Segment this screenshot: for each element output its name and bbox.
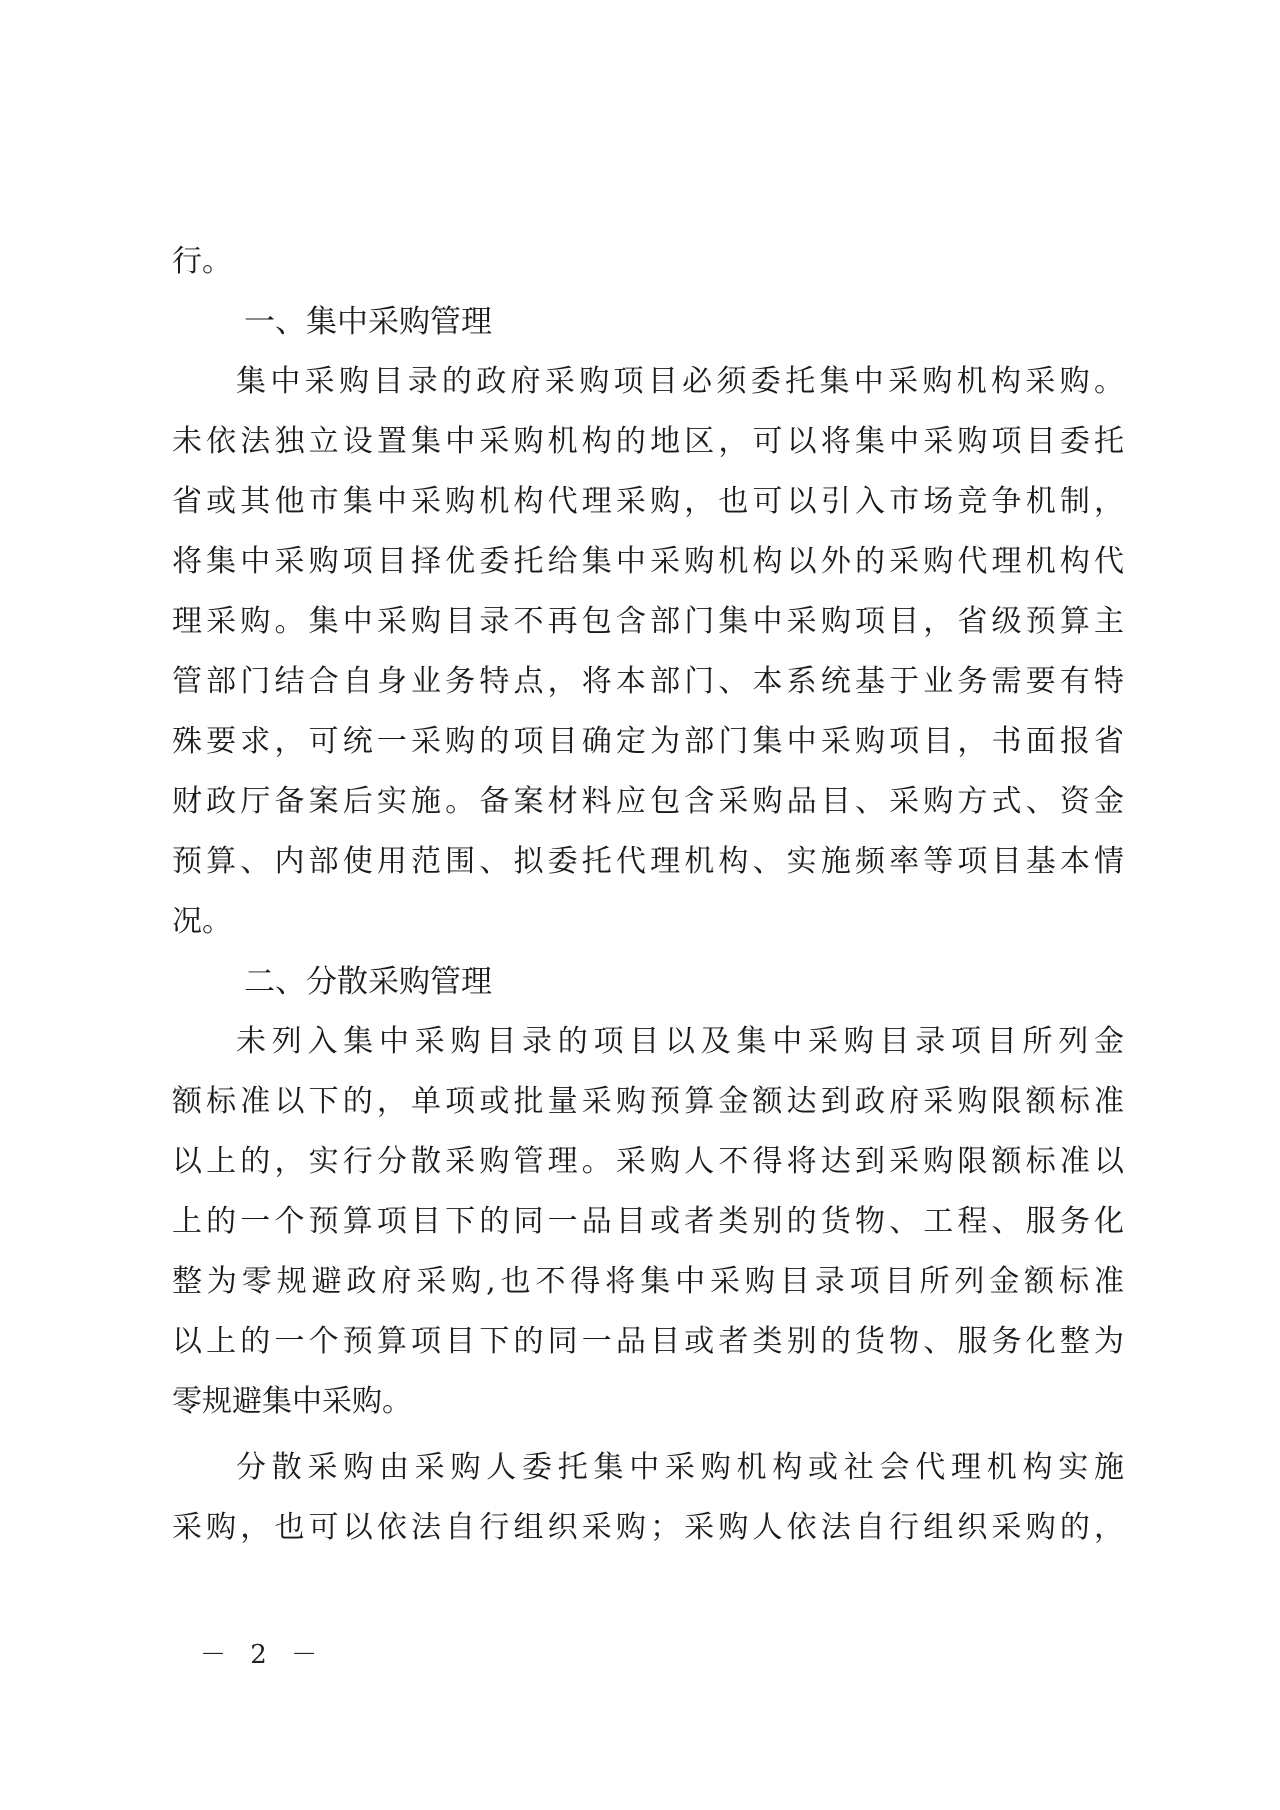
paragraph-line: 额标准以下的，单项或批量采购预算金额达到政府采购限额标准 bbox=[172, 1084, 1124, 1119]
paragraph-line: 分散采购由采购人委托集中采购机构或社会代理机构实施 bbox=[236, 1450, 1124, 1485]
paragraph-line: 省或其他市集中采购机构代理采购，也可以引入市场竞争机制， bbox=[172, 484, 1124, 519]
section-2-paragraph-2 bbox=[172, 1438, 1124, 1558]
paragraph-line: 集中采购目录的政府采购项目必须委托集中采购机构采购。 bbox=[236, 364, 1124, 399]
paragraph-line: 采购，也可以依法自行组织采购；采购人依法自行组织采购的， bbox=[172, 1510, 1124, 1545]
section-1-heading: 一、集中采购管理 bbox=[244, 304, 492, 340]
paragraph-line: 上的一个预算项目下的同一品目或者类别的货物、工程、服务化 bbox=[172, 1204, 1124, 1239]
paragraph-line: 管部门结合自身业务特点，将本部门、本系统基于业务需要有特 bbox=[172, 664, 1124, 699]
paragraph-line: 财政厅备案后实施。备案材料应包含采购品目、采购方式、资金 bbox=[172, 784, 1124, 819]
page-number: － 2 － bbox=[200, 1640, 326, 1670]
section-2-heading: 二、分散采购管理 bbox=[244, 964, 492, 1000]
intro-line: 行。 bbox=[172, 244, 232, 279]
paragraph-line: 未依法独立设置集中采购机构的地区，可以将集中采购项目委托 bbox=[172, 424, 1124, 459]
paragraph-line: 况。 bbox=[172, 904, 232, 939]
paragraph-line: 将集中采购项目择优委托给集中采购机构以外的采购代理机构代 bbox=[172, 544, 1124, 579]
paragraph-line: 未列入集中采购目录的项目以及集中采购目录项目所列金 bbox=[236, 1024, 1124, 1059]
section-1-paragraph bbox=[172, 352, 1124, 952]
document-body bbox=[172, 232, 1124, 1558]
paragraph-line: 预算、内部使用范围、拟委托代理机构、实施频率等项目基本情 bbox=[172, 844, 1124, 879]
paragraph-line: 殊要求，可统一采购的项目确定为部门集中采购项目，书面报省 bbox=[172, 724, 1124, 759]
paragraph-line: 零规避集中采购。 bbox=[172, 1384, 412, 1419]
section-2-paragraph-1 bbox=[172, 1012, 1124, 1432]
paragraph-line: 以上的一个预算项目下的同一品目或者类别的货物、服务化整为 bbox=[172, 1324, 1124, 1359]
paragraph-line: 理采购。集中采购目录不再包含部门集中采购项目，省级预算主 bbox=[172, 604, 1124, 639]
paragraph-line: 整为零规避政府采购,也不得将集中采购目录项目所列金额标准 bbox=[172, 1264, 1124, 1299]
paragraph-line: 以上的，实行分散采购管理。采购人不得将达到采购限额标准以 bbox=[172, 1144, 1124, 1179]
